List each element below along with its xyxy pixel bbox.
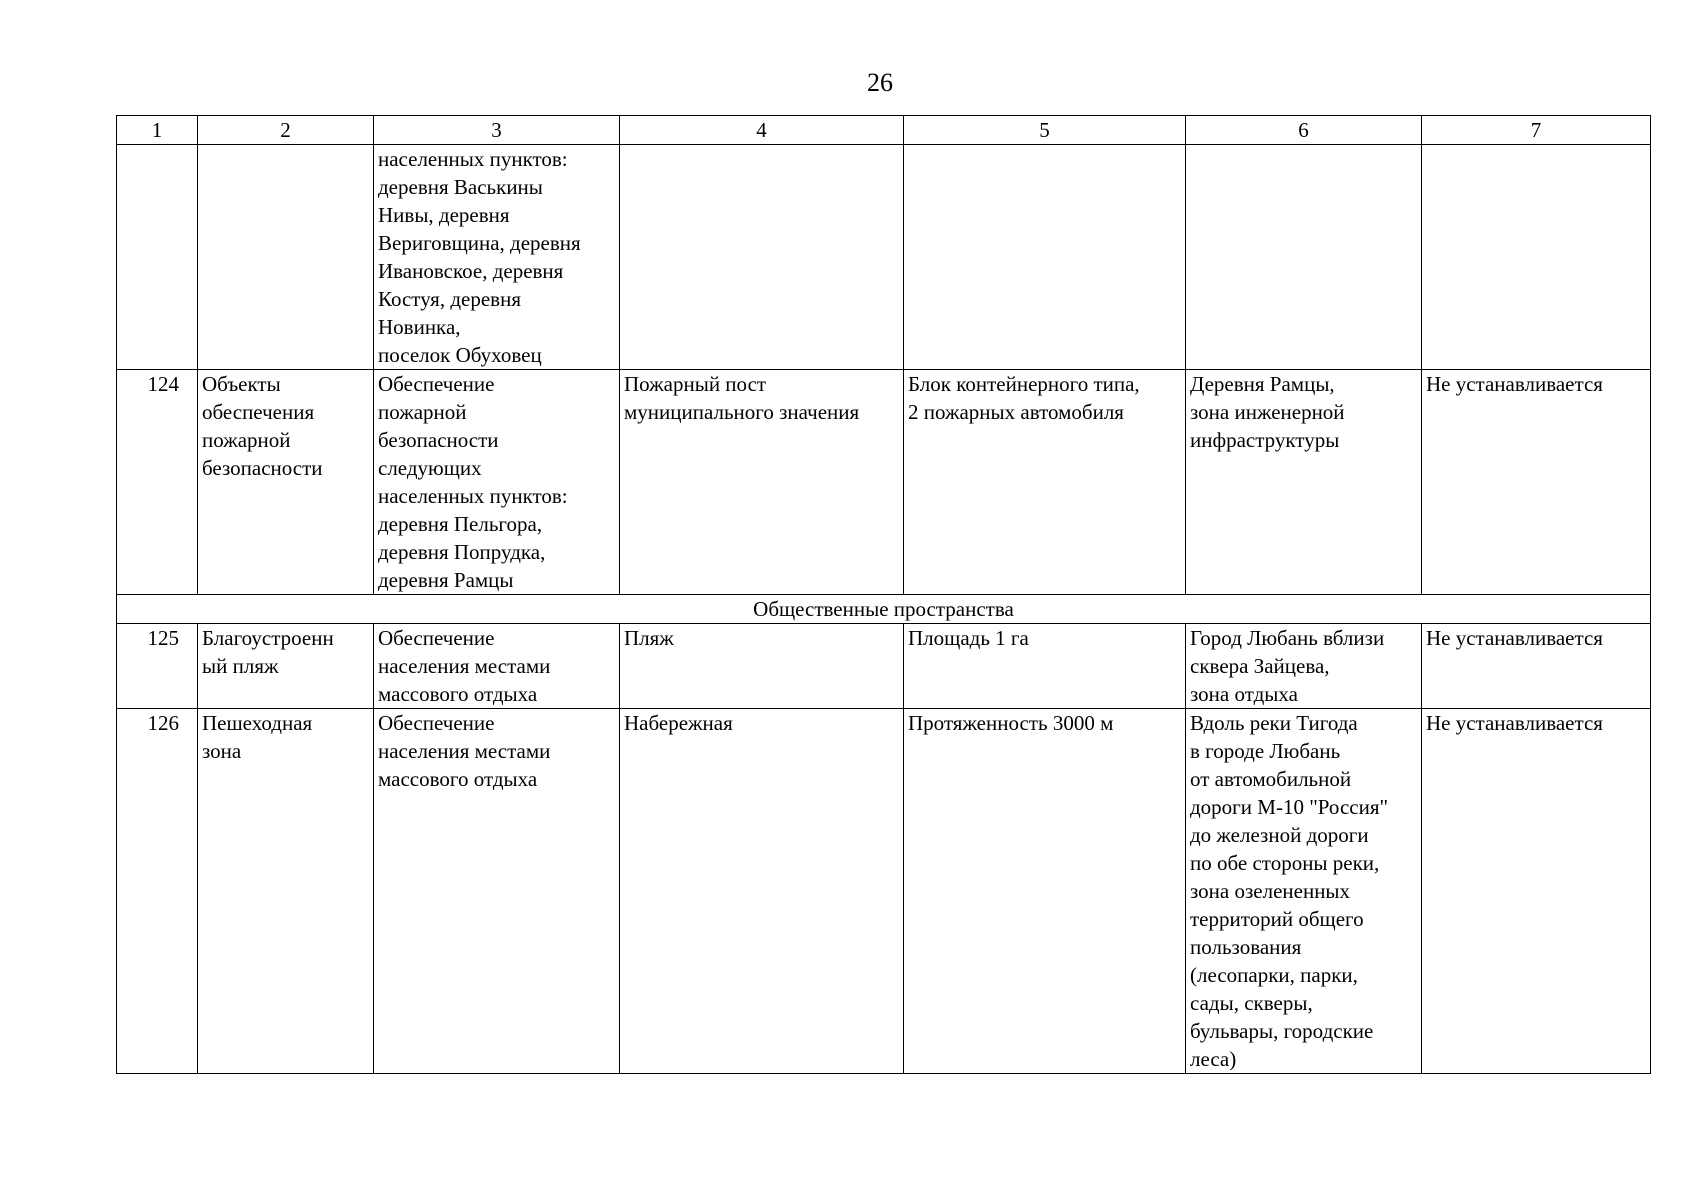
table-cell: Город Любань вблизи сквера Зайцева, зона отдыха bbox=[1186, 624, 1422, 709]
table-cell: Обеспечение населения местами массового отдыха bbox=[374, 624, 620, 709]
table-cell: Объекты обеспечения пожарной безопасности bbox=[198, 370, 374, 595]
table-cell bbox=[1186, 145, 1422, 370]
row-number: 124 bbox=[117, 370, 198, 595]
table-header-row bbox=[117, 116, 1651, 145]
table-cell: Блок контейнерного типа, 2 пожарных автомобиля bbox=[904, 370, 1186, 595]
table-cell: Не устанавливается bbox=[1422, 624, 1651, 709]
table-cell: населенных пунктов: деревня Васькины Нивы, деревня Вериговщина, деревня Ивановское, деревня Костуя, деревня Новинка, поселок Обуховец bbox=[374, 145, 620, 370]
table-cell: Пожарный пост муниципального значения bbox=[620, 370, 904, 595]
table-cell: Благоустроенн ый пляж bbox=[198, 624, 374, 709]
row-number: 125 bbox=[117, 624, 198, 709]
table-row-continuation bbox=[117, 145, 1651, 370]
section-title: Общественные пространства bbox=[117, 595, 1651, 624]
table-cell: Набережная bbox=[620, 709, 904, 1074]
table-cell: Не устанавливается bbox=[1422, 370, 1651, 595]
data-table bbox=[116, 115, 1651, 1074]
table-cell bbox=[904, 145, 1186, 370]
section-header-row bbox=[117, 595, 1651, 624]
page-number: 26 bbox=[867, 68, 893, 97]
column-header: 2 bbox=[198, 116, 374, 145]
column-header: 5 bbox=[904, 116, 1186, 145]
table-cell bbox=[1422, 145, 1651, 370]
table-row bbox=[117, 370, 1651, 595]
table-cell: Обеспечение пожарной безопасности следующих населенных пунктов: деревня Пельгора, деревня Попрудка, деревня Рамцы bbox=[374, 370, 620, 595]
table-cell: Вдоль реки Тигода в городе Любань от автомобильной дороги М-10 "Россия" до железной дороги по обе стороны реки, зона озелененных территорий общего пользования (лесопарки, парки, сады, скверы, бульвары, городские леса) bbox=[1186, 709, 1422, 1074]
column-header: 1 bbox=[117, 116, 198, 145]
column-header: 4 bbox=[620, 116, 904, 145]
column-header: 6 bbox=[1186, 116, 1422, 145]
table-cell: Обеспечение населения местами массового отдыха bbox=[374, 709, 620, 1074]
table-cell: Деревня Рамцы, зона инженерной инфраструктуры bbox=[1186, 370, 1422, 595]
row-number: 126 bbox=[117, 709, 198, 1074]
table-row bbox=[117, 624, 1651, 709]
table-cell: Пешеходная зона bbox=[198, 709, 374, 1074]
table-row bbox=[117, 709, 1651, 1074]
table-cell: Протяженность 3000 м bbox=[904, 709, 1186, 1074]
table-cell: Не устанавливается bbox=[1422, 709, 1651, 1074]
column-header: 3 bbox=[374, 116, 620, 145]
table-cell: Пляж bbox=[620, 624, 904, 709]
table-cell bbox=[620, 145, 904, 370]
table-cell: Площадь 1 га bbox=[904, 624, 1186, 709]
table-cell bbox=[117, 145, 198, 370]
column-header: 7 bbox=[1422, 116, 1651, 145]
table-cell bbox=[198, 145, 374, 370]
